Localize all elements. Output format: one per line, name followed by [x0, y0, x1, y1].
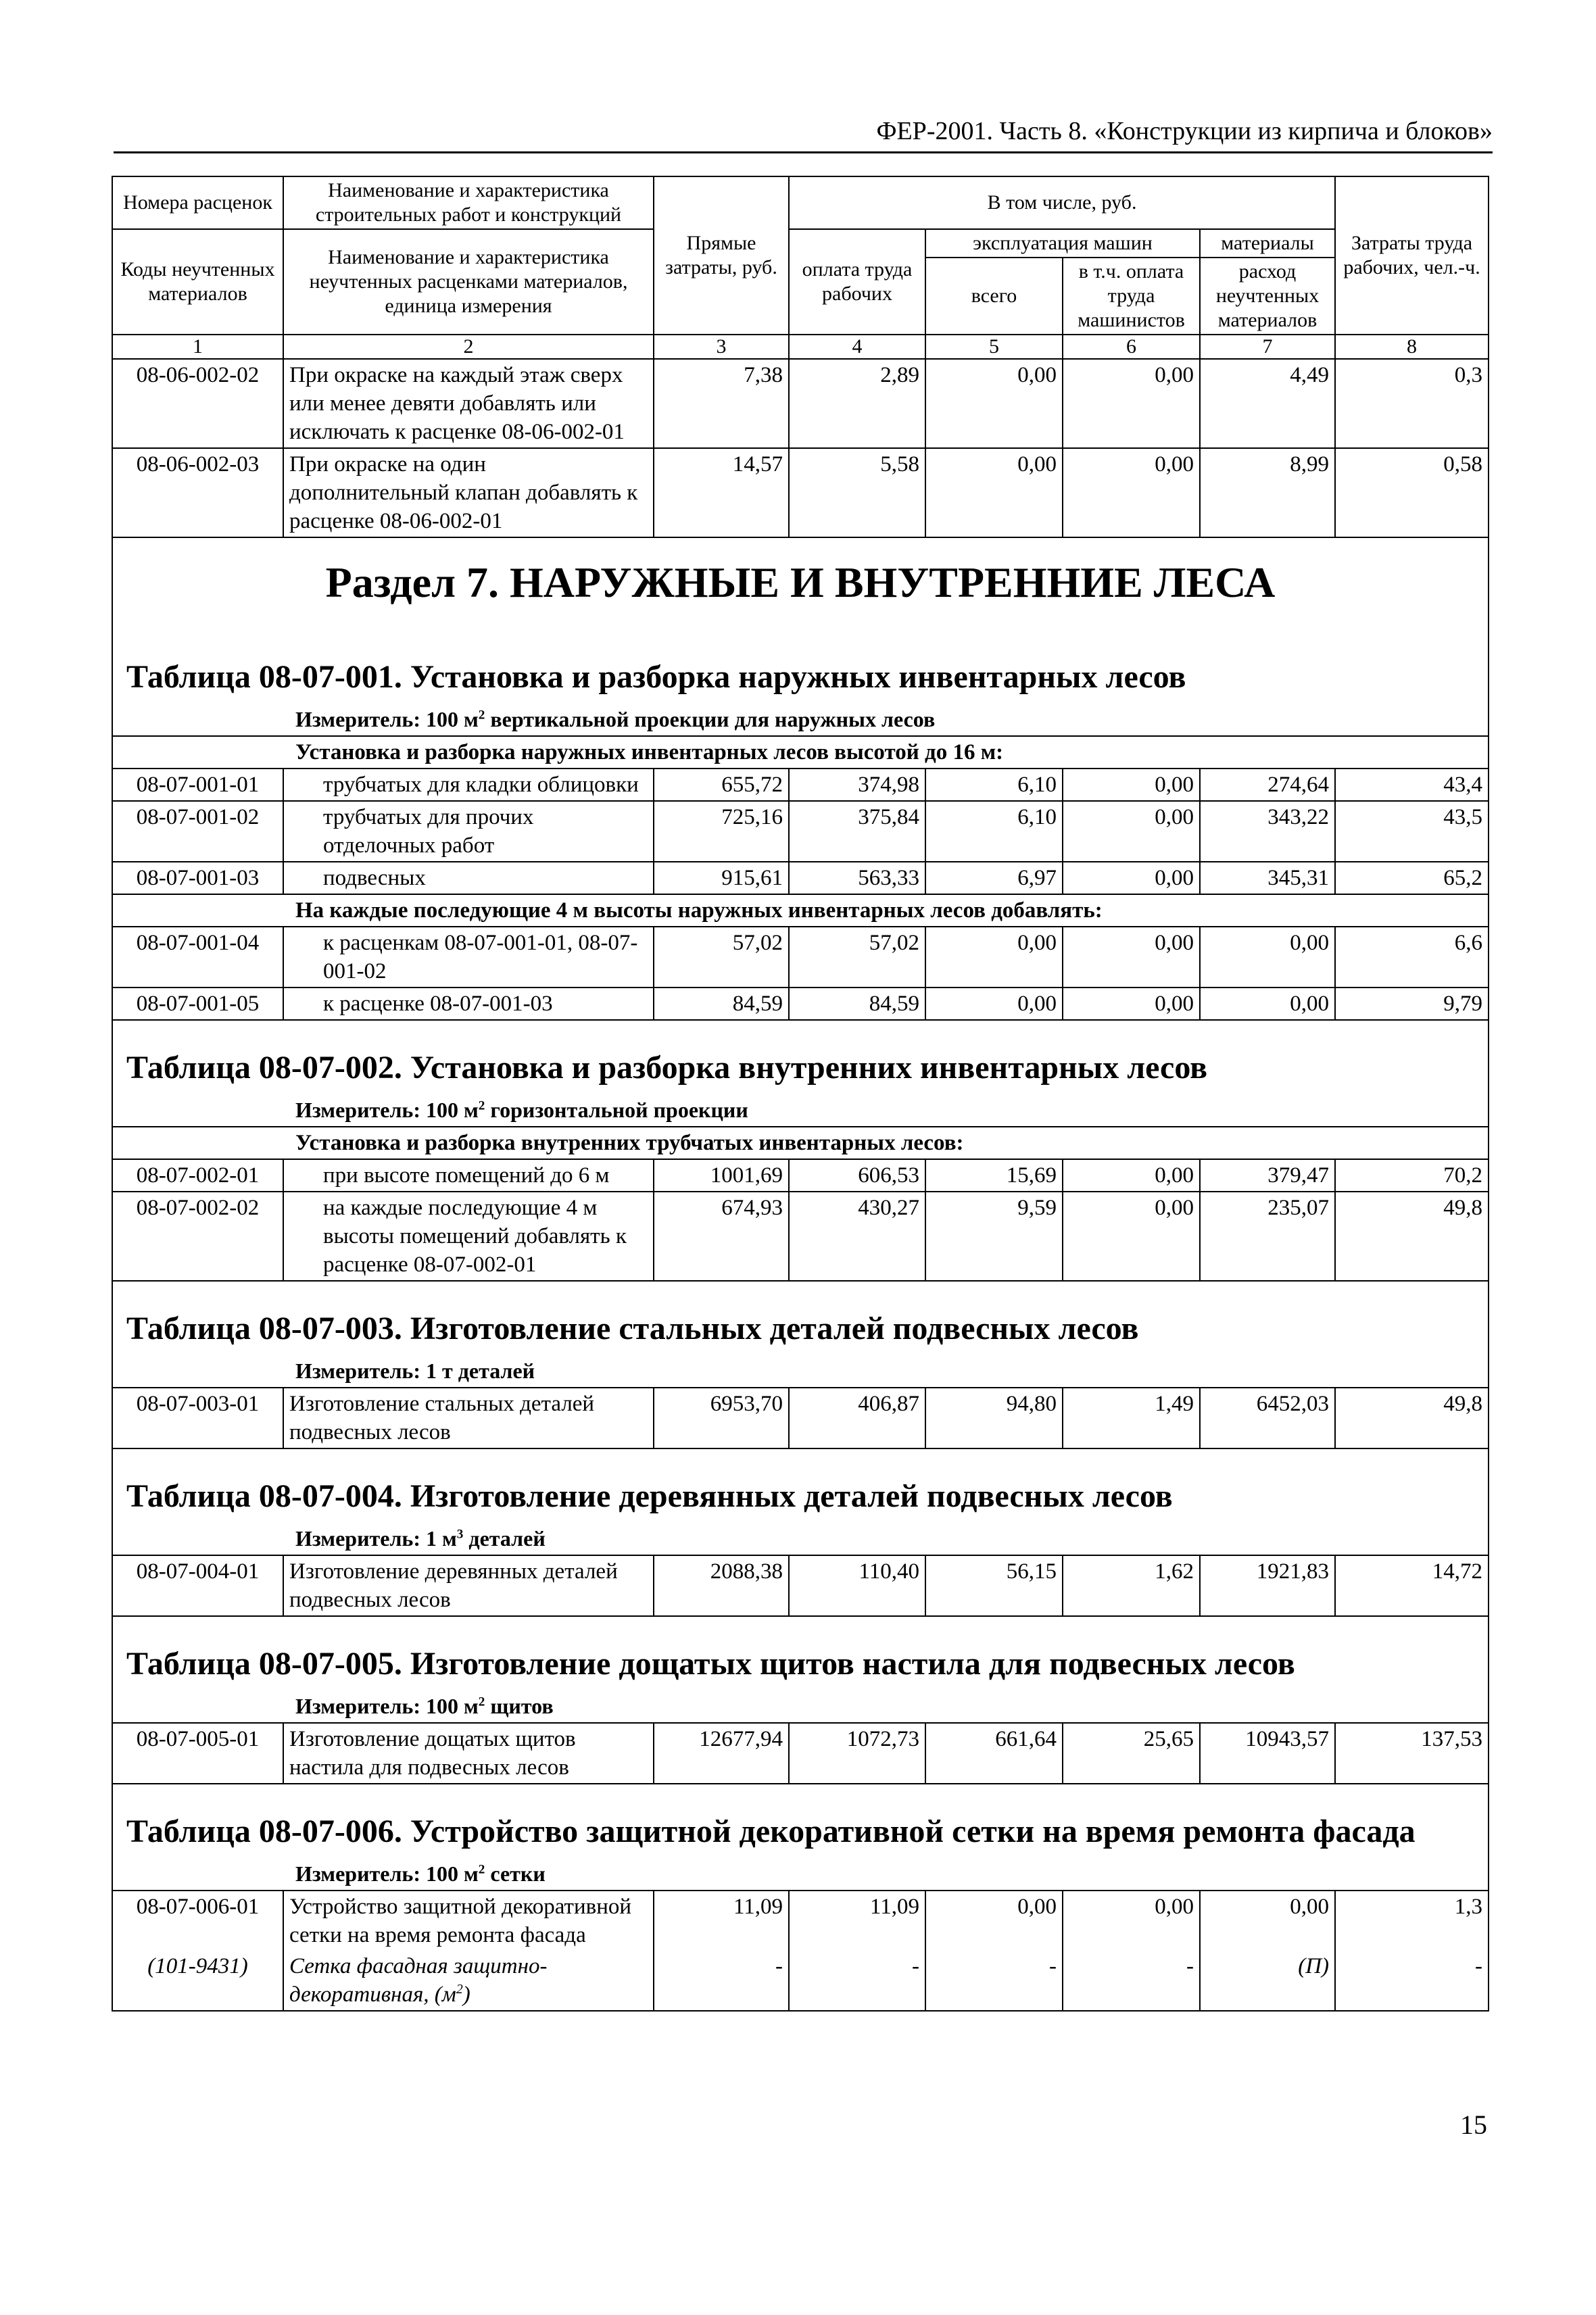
- section-title: Раздел 7. НАРУЖНЫЕ И ВНУТРЕННИЕ ЛЕСА: [112, 537, 1489, 630]
- column-number: 3: [654, 335, 789, 359]
- machines-labor: 0,00: [1063, 927, 1200, 988]
- header-material-codes: Коды неучтенных материалов: [112, 229, 283, 335]
- labor-pay: 84,59: [789, 988, 925, 1020]
- header-row-2: [112, 229, 1489, 258]
- rate-name: подвесных: [283, 862, 654, 894]
- rate-name: Изготовление стальных деталей подвесных лесов: [283, 1388, 654, 1448]
- machines-labor: 0,00: [1063, 988, 1200, 1020]
- rates-table: [112, 176, 1489, 2012]
- rate-name: Изготовление дощатых щитов настила для подвесных лесов: [283, 1723, 654, 1784]
- table-row: [112, 1891, 1489, 1951]
- materials: 0,00: [1200, 927, 1335, 988]
- measure-unit: Измеритель: 100 $м^2$ щитов: [112, 1692, 1489, 1723]
- measure-unit: Измеритель: 100 $м^2$ горизонтальной проекции: [112, 1096, 1489, 1127]
- labor-hours: -: [1335, 1951, 1489, 2011]
- column-number: 7: [1200, 335, 1335, 359]
- labor-pay: 563,33: [789, 862, 925, 894]
- machines-labor: 0,00: [1063, 1891, 1200, 1951]
- header-machines-total: всего: [925, 258, 1063, 335]
- materials: 6452,03: [1200, 1388, 1335, 1448]
- labor-hours: 14,72: [1335, 1555, 1489, 1616]
- table-row: [112, 1159, 1489, 1192]
- labor-hours: 49,8: [1335, 1192, 1489, 1281]
- rate-name: Устройство защитной декоративной сетки на время ремонта фасада: [283, 1891, 654, 1951]
- labor-hours: 0,58: [1335, 448, 1489, 537]
- subheading: Установка и разборка наружных инвентарных лесов высотой до 16 м:: [112, 736, 1489, 769]
- header-labor-costs: Затраты труда рабочих, чел.-ч.: [1335, 176, 1489, 335]
- materials: 0,00: [1200, 988, 1335, 1020]
- rate-name: трубчатых для прочих отделочных работ: [283, 801, 654, 862]
- rate-code: 08-07-002-01: [112, 1159, 283, 1192]
- rate-name: на каждые последующие 4 м высоты помещений добавлять к расценке 08-07-002-01: [283, 1192, 654, 1281]
- labor-pay: 1072,73: [789, 1723, 925, 1784]
- direct-cost: 674,93: [654, 1192, 789, 1281]
- material-name: Сетка фасадная защитно-декоративная, $(м^2)$: [283, 1951, 654, 2011]
- materials: 10943,57: [1200, 1723, 1335, 1784]
- measure-unit: Измеритель: 1 $м^3$ деталей: [112, 1525, 1489, 1555]
- materials: 235,07: [1200, 1192, 1335, 1281]
- rate-name: к расценкам 08-07-001-01, 08-07-001-02: [283, 927, 654, 988]
- rate-code: 08-07-003-01: [112, 1388, 283, 1448]
- machines-total: 0,00: [925, 359, 1063, 448]
- machines-total: 0,00: [925, 927, 1063, 988]
- labor-hours: 43,4: [1335, 769, 1489, 801]
- machines-total: 661,64: [925, 1723, 1063, 1784]
- machines-labor: 0,00: [1063, 1159, 1200, 1192]
- labor-hours: 49,8: [1335, 1388, 1489, 1448]
- table-title-row: [112, 1784, 1489, 1860]
- labor-pay: 110,40: [789, 1555, 925, 1616]
- measure-row: [112, 1357, 1489, 1388]
- machines-labor: 0,00: [1063, 1192, 1200, 1281]
- table-row: [112, 1388, 1489, 1448]
- rate-name: При окраске на один дополнительный клапан добавлять к расценке 08-06-002-01: [283, 448, 654, 537]
- machines-labor: -: [1063, 1951, 1200, 2011]
- machines-labor: 1,62: [1063, 1555, 1200, 1616]
- rate-name: Изготовление деревянных деталей подвесных лесов: [283, 1555, 654, 1616]
- direct-cost: 84,59: [654, 988, 789, 1020]
- labor-hours: 0,3: [1335, 359, 1489, 448]
- header-direct-costs: Прямые затраты, руб.: [654, 176, 789, 335]
- subheading: На каждые последующие 4 м высоты наружных инвентарных лесов добавлять:: [112, 894, 1489, 927]
- table-row: [112, 801, 1489, 862]
- material-code: (101-9431): [112, 1951, 283, 2011]
- labor-pay: -: [789, 1951, 925, 2011]
- machines-total: 0,00: [925, 448, 1063, 537]
- machines-total: 0,00: [925, 1891, 1063, 1951]
- rate-code: 08-07-001-03: [112, 862, 283, 894]
- header-work-name: Наименование и характеристика строительных работ и конструкций: [283, 176, 654, 229]
- labor-hours: 1,3: [1335, 1891, 1489, 1951]
- materials: 379,47: [1200, 1159, 1335, 1192]
- rate-name: при высоте помещений до 6 м: [283, 1159, 654, 1192]
- labor-pay: 606,53: [789, 1159, 925, 1192]
- table-row: [112, 862, 1489, 894]
- measure-row: [112, 1692, 1489, 1723]
- measure-row: [112, 1525, 1489, 1555]
- measure-unit: Измеритель: 100 $м^2$ вертикальной проекции для наружных лесов: [112, 706, 1489, 736]
- direct-cost: 7,38: [654, 359, 789, 448]
- column-number: 2: [283, 335, 654, 359]
- measure-unit: Измеритель: 1 т деталей: [112, 1357, 1489, 1388]
- machines-total: 94,80: [925, 1388, 1063, 1448]
- table-row: [112, 1192, 1489, 1281]
- rate-code: 08-07-001-01: [112, 769, 283, 801]
- labor-pay: 5,58: [789, 448, 925, 537]
- materials: 274,64: [1200, 769, 1335, 801]
- materials: 345,31: [1200, 862, 1335, 894]
- direct-cost: 12677,94: [654, 1723, 789, 1784]
- table-row: [112, 988, 1489, 1020]
- labor-hours: 70,2: [1335, 1159, 1489, 1192]
- machines-labor: 25,65: [1063, 1723, 1200, 1784]
- column-numbers-row: [112, 335, 1489, 359]
- direct-cost: 57,02: [654, 927, 789, 988]
- column-number: 5: [925, 335, 1063, 359]
- column-number: 8: [1335, 335, 1489, 359]
- table-title: Таблица 08-07-003. Изготовление стальных деталей подвесных лесов: [112, 1281, 1489, 1357]
- header-materials: материалы: [1200, 229, 1335, 258]
- machines-total: 9,59: [925, 1192, 1063, 1281]
- column-number: 4: [789, 335, 925, 359]
- table-title-row: [112, 1616, 1489, 1692]
- materials: 8,99: [1200, 448, 1335, 537]
- machines-total: 15,69: [925, 1159, 1063, 1192]
- subheading-row: [112, 736, 1489, 769]
- labor-hours: 9,79: [1335, 988, 1489, 1020]
- table-row: [112, 359, 1489, 448]
- machines-total: -: [925, 1951, 1063, 2011]
- machines-total: 6,10: [925, 769, 1063, 801]
- header-rate-numbers: Номера расценок: [112, 176, 283, 229]
- measure-row: [112, 1096, 1489, 1127]
- direct-cost: 2088,38: [654, 1555, 789, 1616]
- labor-pay: 406,87: [789, 1388, 925, 1448]
- page-number: 15: [1460, 2110, 1487, 2140]
- section-row: [112, 537, 1489, 630]
- direct-cost: 6953,70: [654, 1388, 789, 1448]
- machines-labor: 0,00: [1063, 801, 1200, 862]
- rate-code: 08-07-002-02: [112, 1192, 283, 1281]
- running-head: ФЕР-2001. Часть 8. «Конструкции из кирпича и блоков»: [114, 116, 1493, 153]
- labor-pay: 375,84: [789, 801, 925, 862]
- table-title-row: [112, 1281, 1489, 1357]
- header-machines: эксплуатация машин: [925, 229, 1200, 258]
- machines-total: 6,97: [925, 862, 1063, 894]
- direct-cost: 14,57: [654, 448, 789, 537]
- table-title-row: [112, 1448, 1489, 1525]
- rate-code: 08-07-004-01: [112, 1555, 283, 1616]
- subheading-row: [112, 1127, 1489, 1159]
- machines-total: 6,10: [925, 801, 1063, 862]
- header-labor-pay: оплата труда рабочих: [789, 229, 925, 335]
- labor-pay: 11,09: [789, 1891, 925, 1951]
- machines-labor: 0,00: [1063, 769, 1200, 801]
- measure-unit: Измеритель: 100 $м^2$ сетки: [112, 1860, 1489, 1891]
- table-row: [112, 769, 1489, 801]
- labor-pay: 57,02: [789, 927, 925, 988]
- rate-name: к расценке 08-07-001-03: [283, 988, 654, 1020]
- header-including: В том числе, руб.: [789, 176, 1335, 229]
- subheading: Установка и разборка внутренних трубчатых инвентарных лесов:: [112, 1127, 1489, 1159]
- rate-code: 08-06-002-03: [112, 448, 283, 537]
- machines-labor: 1,49: [1063, 1388, 1200, 1448]
- labor-pay: 2,89: [789, 359, 925, 448]
- machines-labor: 0,00: [1063, 359, 1200, 448]
- table-row: [112, 1723, 1489, 1784]
- rate-code: 08-07-001-05: [112, 988, 283, 1020]
- direct-cost: -: [654, 1951, 789, 2011]
- table-title: Таблица 08-07-006. Устройство защитной декоративной сетки на время ремонта фасада: [112, 1784, 1489, 1860]
- materials: 1921,83: [1200, 1555, 1335, 1616]
- table-row: [112, 448, 1489, 537]
- labor-hours: 43,5: [1335, 801, 1489, 862]
- labor-hours: 65,2: [1335, 862, 1489, 894]
- machines-total: 0,00: [925, 988, 1063, 1020]
- rate-code: 08-07-006-01: [112, 1891, 283, 1951]
- measure-row: [112, 1860, 1489, 1891]
- labor-pay: 374,98: [789, 769, 925, 801]
- machines-labor: 0,00: [1063, 862, 1200, 894]
- subheading-row: [112, 894, 1489, 927]
- table-row: [112, 1555, 1489, 1616]
- materials: 343,22: [1200, 801, 1335, 862]
- table-title: Таблица 08-07-005. Изготовление дощатых щитов настила для подвесных лесов: [112, 1616, 1489, 1692]
- materials: (П): [1200, 1951, 1335, 2011]
- direct-cost: 915,61: [654, 862, 789, 894]
- table-row: [112, 927, 1489, 988]
- direct-cost: 655,72: [654, 769, 789, 801]
- header-materials-unaccounted: расход неучтенных материалов: [1200, 258, 1335, 335]
- table-title: Таблица 08-07-004. Изготовление деревянных деталей подвесных лесов: [112, 1448, 1489, 1525]
- machines-total: 56,15: [925, 1555, 1063, 1616]
- labor-hours: 6,6: [1335, 927, 1489, 988]
- rate-code: 08-07-001-02: [112, 801, 283, 862]
- table-title: Таблица 08-07-001. Установка и разборка наружных инвентарных лесов: [112, 630, 1489, 706]
- rate-code: 08-07-001-04: [112, 927, 283, 988]
- rate-name: трубчатых для кладки облицовки: [283, 769, 654, 801]
- table-title-row: [112, 1020, 1489, 1096]
- table-title: Таблица 08-07-002. Установка и разборка внутренних инвентарных лесов: [112, 1020, 1489, 1096]
- rate-code: 08-07-005-01: [112, 1723, 283, 1784]
- header-material-name: Наименование и характеристика неучтенных расценками материалов, единица измерения: [283, 229, 654, 335]
- rate-code: 08-06-002-02: [112, 359, 283, 448]
- labor-pay: 430,27: [789, 1192, 925, 1281]
- column-number: 6: [1063, 335, 1200, 359]
- direct-cost: 725,16: [654, 801, 789, 862]
- machines-labor: 0,00: [1063, 448, 1200, 537]
- header-machines-labor: в т.ч. оплата труда машинистов: [1063, 258, 1200, 335]
- materials: 0,00: [1200, 1891, 1335, 1951]
- materials: 4,49: [1200, 359, 1335, 448]
- direct-cost: 1001,69: [654, 1159, 789, 1192]
- header-row-1: [112, 176, 1489, 229]
- direct-cost: 11,09: [654, 1891, 789, 1951]
- material-row: [112, 1951, 1489, 2011]
- measure-row: [112, 706, 1489, 736]
- table-title-row: [112, 630, 1489, 706]
- labor-hours: 137,53: [1335, 1723, 1489, 1784]
- column-number: 1: [112, 335, 283, 359]
- rate-name: При окраске на каждый этаж сверх или менее девяти добавлять или исключать к расценке 08-06-002-01: [283, 359, 654, 448]
